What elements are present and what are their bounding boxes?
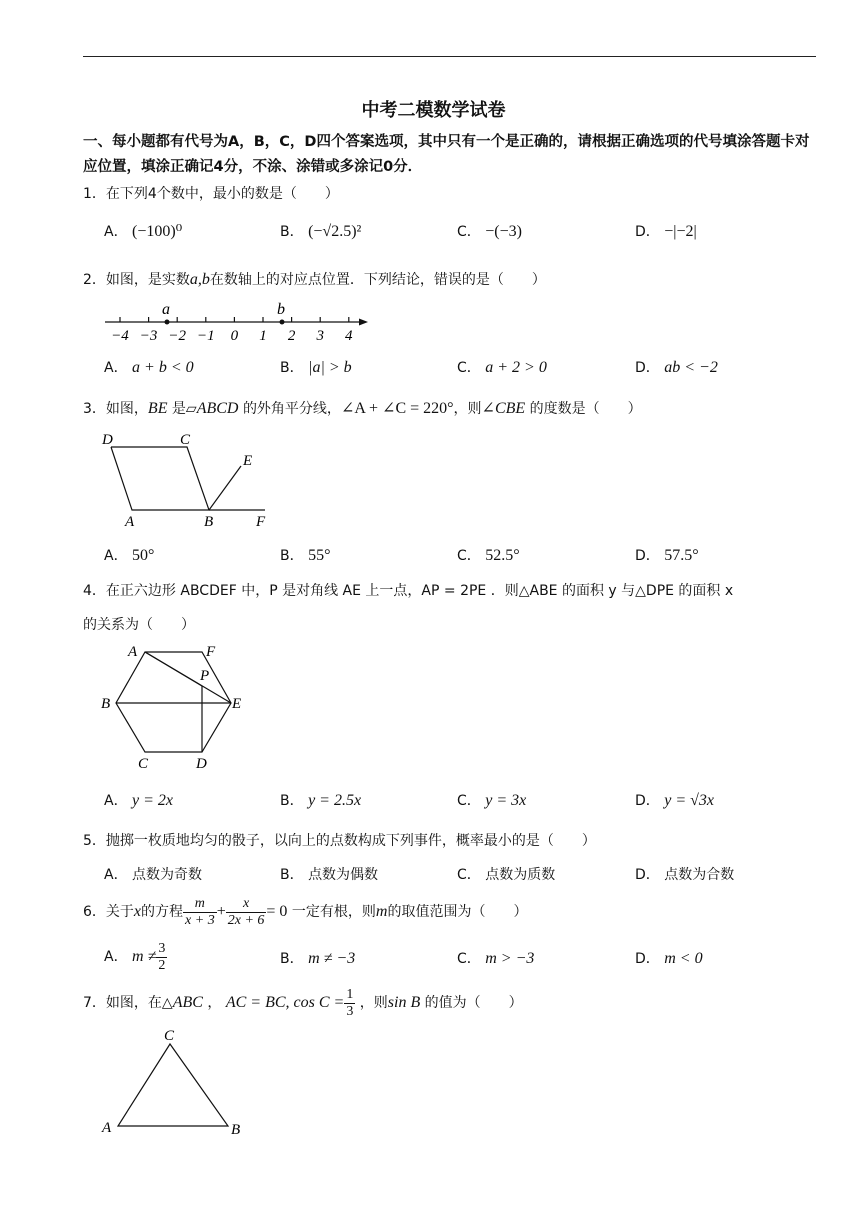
label-b: b — [277, 301, 285, 318]
question-4-line-2: 的关系为（ ） — [83, 617, 195, 633]
svg-text:B: B — [231, 1122, 241, 1138]
svg-text:A: A — [128, 644, 138, 660]
parallelogram-figure — [98, 428, 278, 533]
question-3: 3．如图，BE 是▱ABCD 的外角平分线，∠A + ∠C = 220°，则∠CBE 的度数是（ ） — [83, 400, 642, 417]
label-a: a — [162, 301, 170, 318]
question-5: 5．抛掷一枚质地均匀的骰子，以向上的点数构成下列事件，概率最小的是（ ） — [83, 833, 596, 849]
q3-option-a: A． 50° — [104, 547, 155, 564]
q5-option-a: A． 点数为奇数 — [104, 867, 203, 883]
q6-option-c: C． m > −3 — [457, 950, 535, 967]
svg-text:E: E — [232, 696, 242, 712]
tick-label: 2 — [287, 328, 296, 344]
svg-text:A: A — [102, 1120, 112, 1136]
tick-label: 3 — [316, 328, 324, 344]
tick-label: −3 — [139, 328, 158, 344]
q2-option-c: C． a + 2 > 0 — [457, 359, 547, 376]
q4-option-d: D． y = √3x — [635, 792, 715, 809]
q6-option-d: D． m < 0 — [635, 950, 703, 967]
tick-label: 1 — [259, 328, 267, 344]
question-2: 2．如图，是实数a,b在数轴上的对应点位置．下列结论，错误的是（ ） — [83, 271, 546, 288]
q3-option-d: D． 57.5° — [635, 547, 699, 564]
q5-option-b: B． 点数为偶数 — [280, 867, 379, 883]
question-number: 1． — [83, 186, 106, 202]
q2-option-d: D． ab < −2 — [635, 359, 718, 376]
q4-option-a: A． y = 2x — [104, 792, 174, 809]
svg-text:P: P — [200, 668, 210, 684]
point-b — [280, 320, 285, 325]
q3-option-b: B． 55° — [280, 547, 331, 564]
q2-option-a: A． a + b < 0 — [104, 359, 194, 376]
q5-option-c: C． 点数为质数 — [457, 867, 556, 883]
svg-text:C: C — [164, 1028, 175, 1044]
svg-text:A: A — [125, 514, 135, 530]
svg-text:F: F — [206, 644, 216, 660]
q1-option-c: C． −(−3) — [457, 223, 522, 240]
q3-option-c: C． 52.5° — [457, 547, 520, 564]
svg-text:D: D — [102, 432, 113, 448]
q6-option-b: B． m ≠ −3 — [280, 950, 356, 967]
question-1 — [83, 183, 339, 203]
point-a — [165, 320, 170, 325]
header-rule — [83, 56, 816, 57]
svg-text:C: C — [180, 432, 191, 448]
svg-text:F: F — [256, 514, 266, 530]
hexagon-figure — [98, 640, 248, 775]
q4-option-b: B． y = 2.5x — [280, 792, 362, 809]
question-6: 6．关于x的方程 $\frac{m}{x + 3}$ + $\frac{x}{2x + 6}$ = 0 一定有根，则m的取值范围为（ ） — [83, 895, 528, 928]
q5-option-d: D． 点数为合数 — [635, 867, 735, 883]
svg-text:B: B — [101, 696, 111, 712]
svg-text:C: C — [138, 756, 149, 772]
question-7: 7．如图，在△ABC ， AC = BC, cos C = $\frac{1}{3}$ ，则sin B 的值为（ ） — [83, 986, 523, 1019]
question-stem: 在下列4个数中，最小的数是（ ） — [105, 186, 339, 202]
triangle-figure — [98, 1022, 258, 1142]
tick-label: 4 — [345, 328, 353, 344]
number-line-figure — [100, 298, 375, 346]
q1-option-b: B． (−√2.5)² — [280, 223, 362, 240]
question-4: 4．在正六边形 ABCDEF 中，P 是对角线 AE 上一点，AP = 2PE ．则△ABE 的面积 y 与△DPE 的面积 x — [83, 583, 734, 599]
tick-label: −2 — [168, 328, 187, 344]
tick-label: −4 — [111, 328, 129, 344]
svg-text:D: D — [196, 756, 207, 772]
svg-text:B: B — [204, 514, 214, 530]
q4-option-c: C． y = 3x — [457, 792, 527, 809]
svg-text:E: E — [243, 453, 253, 469]
section-heading: 一、每小题都有代号为A，B，C，D四个答案选项，其中只有一个是正确的，请根据正确选项的代号填涂答题卡对应位置，填涂正确记4分，不涂、涂错或多涂记0分． — [83, 134, 810, 175]
q1-option-d: D． −|−2| — [635, 223, 697, 240]
q6-option-a: A． m ≠ $\frac{3}{2}$ — [104, 940, 166, 973]
tick-label: 0 — [230, 328, 239, 344]
q2-option-b: B． |a| > b — [280, 359, 352, 376]
q1-option-a: A． (−100)⁰ — [104, 223, 183, 240]
page-title: 中考二模数学试卷 — [361, 100, 506, 121]
tick-label: −1 — [196, 328, 215, 344]
